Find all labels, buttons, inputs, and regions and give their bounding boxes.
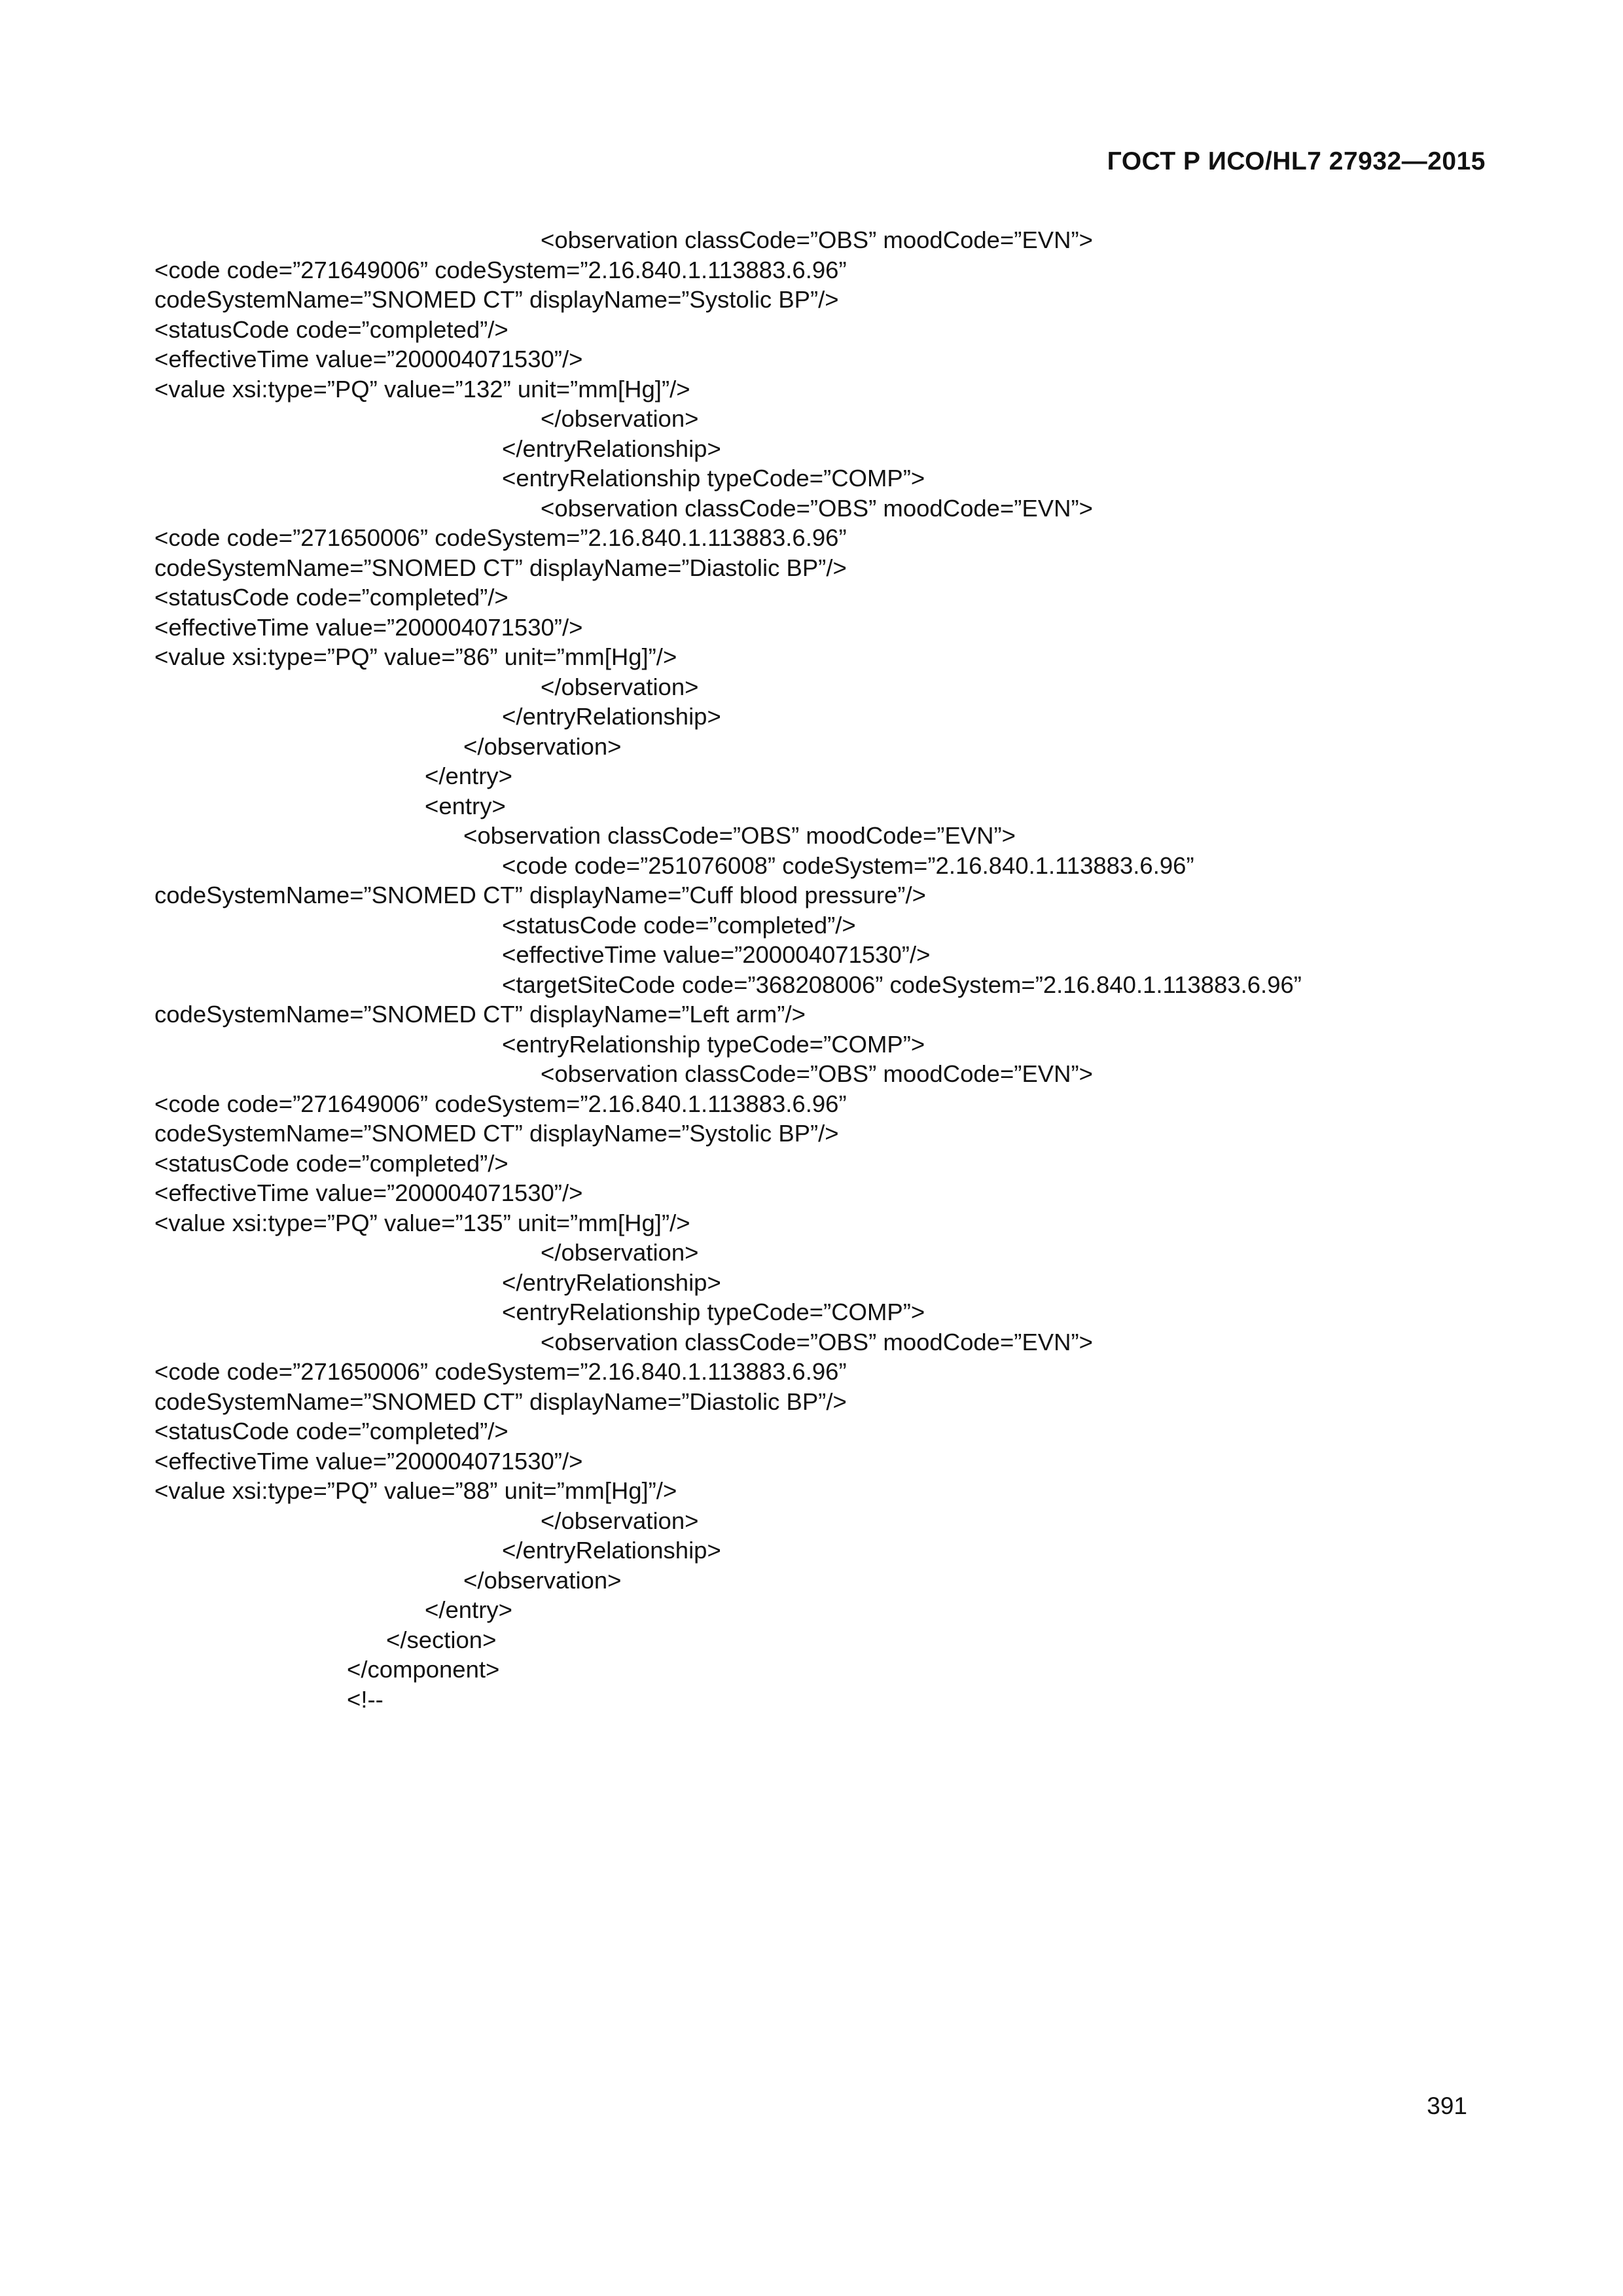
code-line [154, 225, 1496, 255]
code-line-text: </entryRelationship> [502, 435, 721, 462]
code-line-text: </observation> [541, 1239, 699, 1266]
code-line [154, 523, 1496, 583]
code-line [154, 255, 1496, 315]
code-line-text: <!-- [347, 1685, 383, 1713]
code-line-continuation: codeSystemName=”SNOMED CT” displayName=”Systolic BP”/> [154, 286, 839, 313]
code-line-text: </entry> [425, 762, 512, 789]
code-line [154, 851, 1496, 910]
code-line-text: <code code=”271649006” codeSystem=”2.16.840.1.113883.6.96” [154, 1090, 847, 1117]
code-line [154, 463, 1496, 493]
code-line-text: <statusCode code=”completed”/> [154, 1418, 508, 1444]
code-line-text: <observation classCode=”OBS” moodCode=”EVN”> [463, 822, 1016, 849]
code-line [154, 404, 1496, 434]
code-line [154, 1208, 1496, 1238]
code-line [154, 732, 1496, 762]
code-line [154, 1297, 1496, 1327]
code-line [154, 1476, 1496, 1506]
code-line-text: <effectiveTime value=”200004071530”/> [154, 1179, 583, 1206]
code-line [154, 1416, 1496, 1446]
code-line-text: <observation classCode=”OBS” moodCode=”EVN”> [541, 1060, 1093, 1087]
code-line-text: <observation classCode=”OBS” moodCode=”EVN”> [541, 226, 1093, 253]
code-line-text: <entryRelationship typeCode=”COMP”> [502, 465, 925, 492]
code-line-text: </observation> [463, 1566, 622, 1594]
code-line-continuation: codeSystemName=”SNOMED CT” displayName=”Systolic BP”/> [154, 1120, 839, 1147]
code-line [154, 1535, 1496, 1566]
code-line-text: <entryRelationship typeCode=”COMP”> [502, 1030, 925, 1058]
code-line-text: </observation> [541, 673, 699, 700]
page-number: 391 [1427, 2092, 1467, 2119]
code-line [154, 821, 1496, 851]
code-line [154, 1566, 1496, 1596]
code-line [154, 1059, 1496, 1089]
code-line-continuation: codeSystemName=”SNOMED CT” displayName=”Left arm”/> [154, 1001, 806, 1028]
code-line [154, 1149, 1496, 1179]
code-line-text: <value xsi:type=”PQ” value=”86” unit=”mm[Hg]”/> [154, 643, 677, 670]
code-line-text: <code code=”271649006” codeSystem=”2.16.840.1.113883.6.96” [154, 256, 847, 283]
code-line [154, 970, 1496, 1030]
code-line-text: </observation> [541, 1507, 699, 1534]
code-line-text: <effectiveTime value=”200004071530”/> [154, 1447, 583, 1475]
code-line [154, 493, 1496, 524]
code-line-text: <observation classCode=”OBS” moodCode=”EVN”> [541, 494, 1093, 522]
code-line [154, 1268, 1496, 1298]
code-line [154, 1595, 1496, 1625]
code-line-text: </observation> [541, 405, 699, 432]
code-line [154, 1089, 1496, 1149]
code-line-text: <value xsi:type=”PQ” value=”132” unit=”mm[Hg]”/> [154, 375, 690, 403]
code-line [154, 940, 1496, 970]
code-line-text: <effectiveTime value=”200004071530”/> [154, 346, 583, 372]
document-header: ГОСТ Р ИСО/HL7 27932—2015 [1107, 147, 1486, 175]
code-line [154, 1625, 1496, 1655]
code-line [154, 1506, 1496, 1536]
code-line-text: </entryRelationship> [502, 1268, 721, 1296]
code-line-text: <effectiveTime value=”200004071530”/> [502, 941, 931, 968]
code-line [154, 702, 1496, 732]
code-line-continuation: codeSystemName=”SNOMED CT” displayName=”Diastolic BP”/> [154, 1388, 847, 1415]
code-line [154, 1030, 1496, 1060]
code-line-text: </entry> [425, 1596, 512, 1623]
code-line-text: <value xsi:type=”PQ” value=”135” unit=”mm[Hg]”/> [154, 1209, 690, 1236]
code-line [154, 672, 1496, 702]
code-line [154, 583, 1496, 613]
code-line-text: </entryRelationship> [502, 1537, 721, 1564]
code-line [154, 791, 1496, 821]
code-line-text: </component> [347, 1656, 500, 1683]
code-line-text: </observation> [463, 732, 622, 760]
code-line [154, 1238, 1496, 1268]
code-line-text: </entryRelationship> [502, 703, 721, 730]
code-line-text: <observation classCode=”OBS” moodCode=”EVN”> [541, 1328, 1093, 1355]
code-line [154, 344, 1496, 374]
code-line [154, 761, 1496, 791]
code-line [154, 642, 1496, 672]
code-line-text: <value xsi:type=”PQ” value=”88” unit=”mm[Hg]”/> [154, 1477, 677, 1504]
code-line [154, 1178, 1496, 1208]
code-line-text: <statusCode code=”completed”/> [154, 315, 508, 343]
code-line-continuation: codeSystemName=”SNOMED CT” displayName=”Cuff blood pressure”/> [154, 882, 926, 908]
code-line-continuation: codeSystemName=”SNOMED CT” displayName=”Diastolic BP”/> [154, 554, 847, 581]
code-line-text: <entryRelationship typeCode=”COMP”> [502, 1299, 925, 1325]
code-line [154, 613, 1496, 643]
code-line-text: <statusCode code=”completed”/> [154, 1149, 508, 1177]
code-line [154, 374, 1496, 404]
code-line-text: <statusCode code=”completed”/> [154, 584, 508, 611]
code-line [154, 1446, 1496, 1477]
xml-code-listing [154, 225, 1496, 1714]
code-line [154, 1357, 1496, 1416]
code-line [154, 910, 1496, 941]
code-line [154, 434, 1496, 464]
code-line [154, 1327, 1496, 1357]
code-line-text: <code code=”271650006” codeSystem=”2.16.840.1.113883.6.96” [154, 524, 847, 551]
code-line-text: <targetSiteCode code=”368208006” codeSystem=”2.16.840.1.113883.6.96” [502, 971, 1302, 998]
code-line-text: <code code=”271650006” codeSystem=”2.16.840.1.113883.6.96” [154, 1358, 847, 1385]
code-line-text: <entry> [425, 792, 506, 819]
code-line [154, 1685, 1496, 1715]
code-line-text: </section> [386, 1626, 497, 1653]
code-line [154, 1655, 1496, 1685]
code-line-text: <effectiveTime value=”200004071530”/> [154, 613, 583, 641]
code-line-text: <statusCode code=”completed”/> [502, 911, 856, 939]
code-line [154, 315, 1496, 345]
code-line-text: <code code=”251076008” codeSystem=”2.16.840.1.113883.6.96” [502, 852, 1194, 879]
